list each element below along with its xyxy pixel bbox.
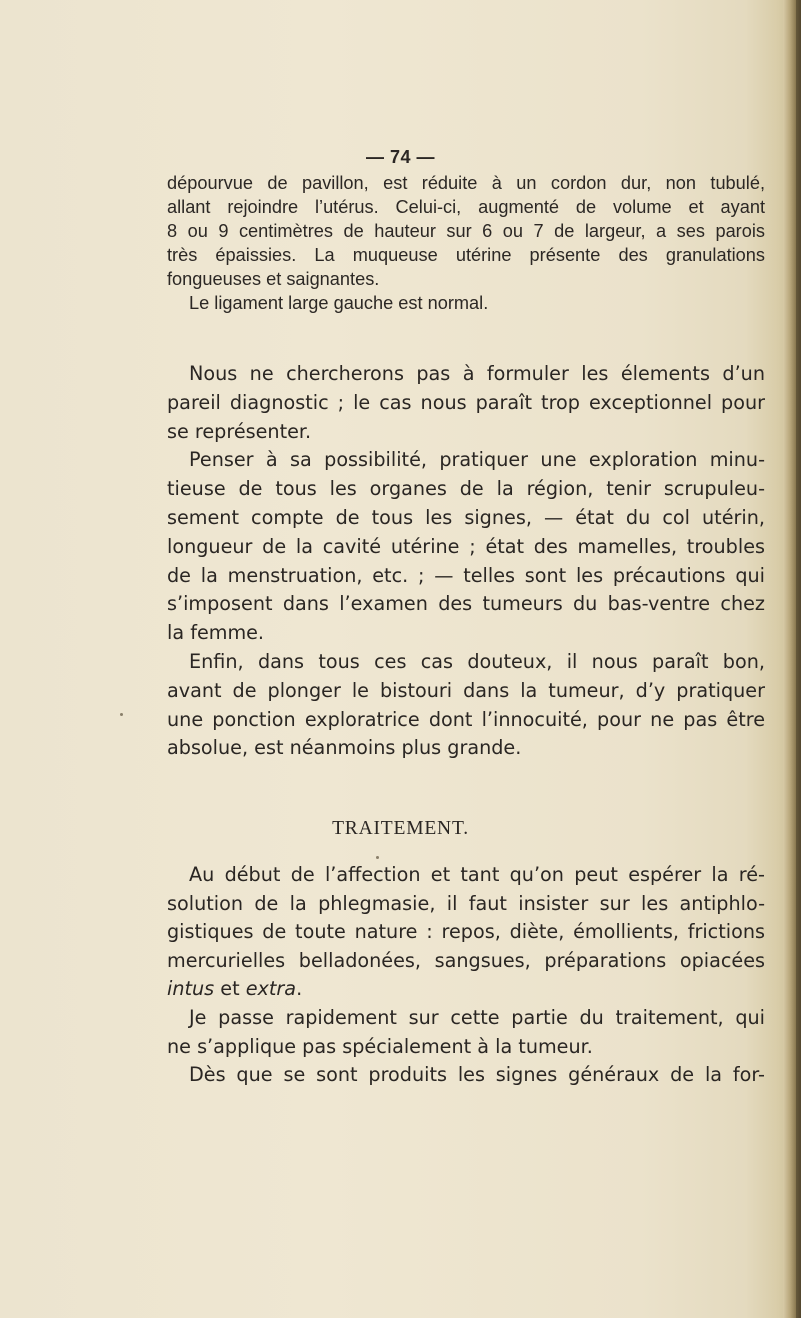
paragraph-intro [167, 171, 765, 315]
section-heading: TRAITEMENT. [332, 818, 469, 839]
text-line: Je passe rapidement sur cette partie du traitement, qui [189, 1005, 765, 1029]
text-line: mercurielles belladonées, sangsues, préparations opiacées [167, 948, 765, 972]
text-line: Dès que se sont produits les signes généraux de la for- [189, 1063, 765, 1087]
text-line: une ponction exploratrice dont l’innocuité, pour ne pas être [167, 707, 765, 731]
text-line: fongueuses et saignantes. [167, 269, 380, 289]
text-line: absolue, est néanmoins plus grande. [167, 736, 522, 760]
text-fragment: . [296, 977, 303, 1001]
text-line: sement compte de tous les signes, — état du col utérin, [167, 505, 765, 529]
text-line: avant de plonger le bistouri dans la tumeur, d’y pratiquer [167, 678, 765, 702]
text-line: 8 ou 9 centimètres de hauteur sur 6 ou 7 de largeur, a ses parois [167, 221, 765, 241]
ink-speck [120, 713, 123, 716]
text-line: la femme. [167, 621, 265, 645]
text-line: gistiques de toute nature : repos, diète, émollients, frictions [167, 920, 765, 944]
text-fragment: et [214, 977, 246, 1001]
page-number: — 74 — [365, 147, 436, 167]
page-edge-dark [796, 0, 801, 1318]
text-line: s’imposent dans l’examen des tumeurs du bas-ventre chez [167, 592, 765, 616]
text-line: longueur de la cavité utérine ; état des mamelles, troubles [167, 534, 765, 558]
text-line: ne s’applique pas spécialement à la tumeur. [167, 1034, 593, 1058]
text-line: de la menstruation, etc. ; — telles sont les précautions qui [167, 563, 765, 587]
text-line-italic [167, 975, 765, 1004]
text-line: pareil diagnostic ; le cas nous paraît trop exceptionnel pour [167, 390, 765, 414]
page-edge-shadow [783, 0, 801, 1318]
ink-speck [376, 856, 379, 859]
text-line: Enfin, dans tous ces cas douteux, il nous paraît bon, [189, 649, 765, 673]
text-line: allant rejoindre l’utérus. Celui-ci, augmenté de volume et ayant [167, 197, 765, 217]
text-line: tieuse de tous les organes de la région, tenir scrupuleu- [167, 477, 765, 501]
text-line: Au début de l’affection et tant qu’on peut espérer la ré- [189, 863, 765, 886]
paragraph-diagnosis [167, 360, 765, 763]
paragraph-treatment [167, 861, 765, 1090]
text-line: dépourvue de pavillon, est réduite à un cordon dur, non tubulé, [167, 173, 765, 193]
text-line: très épaissies. La muqueuse utérine présente des granulations [167, 245, 765, 265]
text-line: solution de la phlegmasie, il faut insister sur les antiphlo- [167, 891, 765, 915]
text-line: Nous ne chercherons pas à formuler les élements d’un [189, 362, 765, 385]
text-line: Penser à sa possibilité, pratiquer une exploration minu- [189, 448, 765, 472]
italic-word: extra [245, 977, 297, 1001]
italic-word: intus [167, 977, 215, 1001]
text-line: se représenter. [167, 419, 312, 443]
text-line: Le ligament large gauche est normal. [189, 293, 489, 313]
